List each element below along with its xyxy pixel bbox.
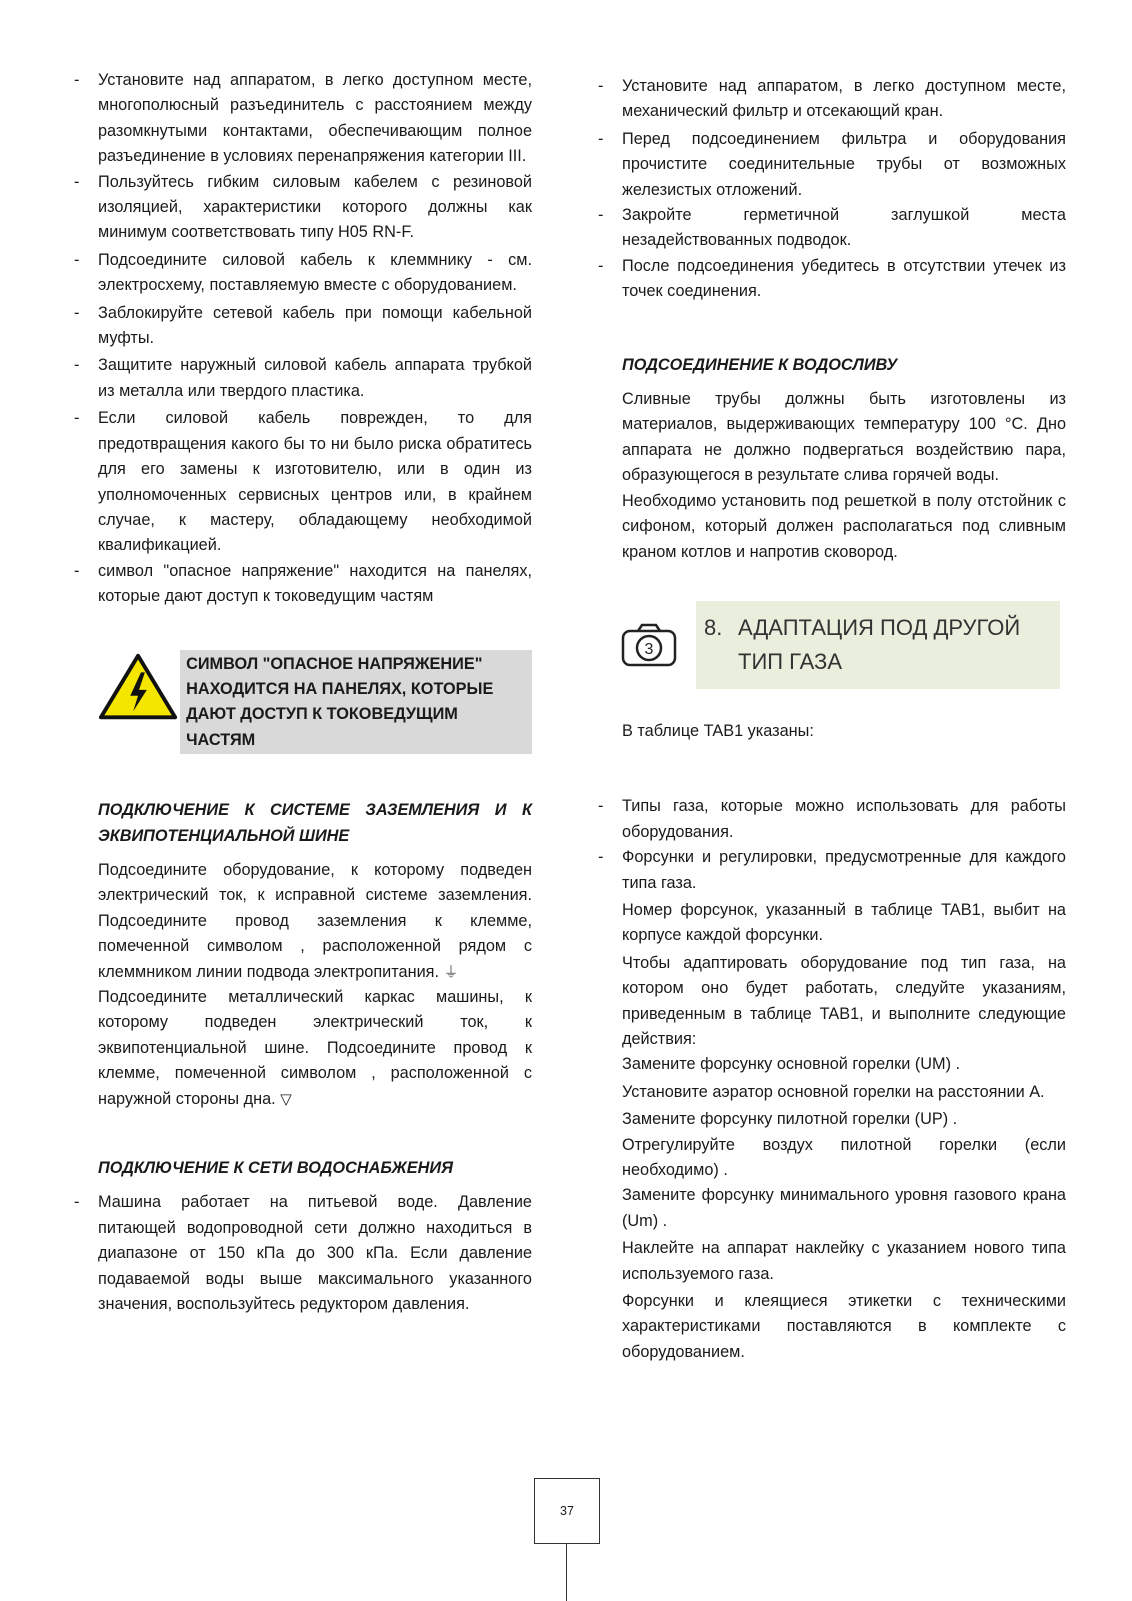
list-item: - Установите над аппаратом, в легко доступном месте, механический фильтр и отсекающий кран. [598,77,1066,121]
ground-symbol-icon: ⏚ [443,963,459,981]
right-column [598,68,1066,1365]
list-item: - Форсунки и регулировки, предусмотренные для каждого типа газа. [598,848,1066,892]
list-item: - Если силовой кабель поврежден, то для предотвращения какого бы то ни было риска обратитесь для его замены к изготовителю, или в один из уполномоченных сервисных центров или, в крайнем случае, к мастеру, обладающему необходимой квалификацией. [74,409,532,555]
drain-paragraph-2: Необходимо установить под решеткой в полу отстойник с сифоном, который должен располагаться под сливным краном котлов и напротив сковород. [622,491,1066,561]
svg-text:3: 3 [644,640,654,658]
drain-paragraph-1: Сливные трубы должны быть изготовлены из материалов, выдерживающих температуру 100 °C. Дно аппарата не должно подвергаться воздействию пара, образующегося в результате слива горячей воды. [622,390,1066,485]
section-title-line-2: ТИП ГАЗА [738,648,843,674]
instruction-paragraph: Замените форсунку пилотной горелки (UP) . [622,1110,958,1129]
water-list [74,1190,532,1317]
warning-box [74,650,532,755]
list-item: - Заблокируйте сетевой кабель при помощи кабельной муфты. [74,303,532,348]
instruction-paragraph: Замените форсунку минимального уровня газового крана (Um) . [622,1186,1066,1230]
warning-text: СИМВОЛ "ОПАСНОЕ НАПРЯЖЕНИЕ" НАХОДИТСЯ НА ПАНЕЛЯХ, КОТОРЫЕ ДАЮТ ДОСТУП К ТОКОВЕДУЩИМ ЧАСТЯМ [180,650,532,755]
instruction-paragraph: Установите аэратор основной горелки на расстоянии А. [622,1082,1045,1101]
electrical-list [74,68,532,610]
gas-list [598,794,1066,896]
instruction-paragraph: Отрегулируйте воздух пилотной горелки (если необходимо) . [622,1135,1066,1179]
section-title-line-1: АДАПТАЦИЯ ПОД ДРУГОЙ [738,614,1021,640]
camera-3-icon [620,621,678,669]
list-item: - символ "опасное напряжение" находится на панелях, которые дают доступ к токоведущим частям [74,561,532,606]
instruction-paragraph: Замените форсунку основной горелки (UM) . [622,1055,961,1074]
table-intro: В таблице TAB1 указаны: [622,721,814,740]
list-item: - Перед подсоединением фильтра и оборудования прочистите соединительные трубы от возможных железистых отложений. [598,129,1066,199]
equipotential-symbol-icon: ▽ [280,1090,292,1108]
grounding-heading: ПОДКЛЮЧЕНИЕ К СИСТЕМЕ ЗАЗЕМЛЕНИЯ И К ЭКВИПОТЕНЦИАЛЬНОЙ ШИНЕ [98,801,532,845]
grounding-paragraph-1: Подсоедините оборудование, к которому подведен электрический ток, к исправной системе заземления. Подсоедините провод заземления к клемме, помеченной символом , расположенной рядом с клеммником линии подвода электропитания. ⏚ [98,860,532,981]
section-header [620,601,1066,689]
section-title-box [696,601,1060,689]
list-item: - После подсоединения убедитесь в отсутствии утечек из точек соединения. [598,256,1066,301]
page-number-line [566,1544,567,1601]
list-item: - Защитите наружный силовой кабель аппарата трубкой из металла или твердого пластика. [74,356,532,400]
page-number: 37 [534,1478,600,1544]
grounding-paragraph-2: Подсоедините металлический каркас машины, к которому подведен электрический ток, к эквипотенциальной шине. Подсоедините провод к клемме, помеченной символом , расположенной с наружной стороны дна. ▽ [98,988,532,1108]
instruction-paragraph: Чтобы адаптировать оборудование под тип газа, на котором оно будет работать, следуйте указаниям, приведенным в таблице TAB1, и выполните следующие действия: [622,953,1066,1048]
list-item: - Подсоедините силовой кабель к клеммнику - см. электросхему, поставляемую вместе с оборудованием. [74,250,532,295]
drain-heading: ПОДСОЕДИНЕНИЕ К ВОДОСЛИВУ [622,355,898,374]
instruction-paragraph: Номер форсунок, указанный в таблице TAB1, выбит на корпусе каждой форсунки. [622,900,1066,945]
left-column [74,68,532,1317]
list-item: - Закройте герметичной заглушкой места незадействованных подводок. [598,206,1066,250]
instruction-paragraph: Наклейте на аппарат наклейку с указанием нового типа используемого газа. [622,1239,1066,1283]
list-item: - Установите над аппаратом, в легко доступном месте, многополюсный разъединитель с расстоянием между разомкнутыми контактами, обеспечивающим полное разъединение в условиях перенапряжения категории III. [74,71,532,166]
instruction-paragraph: Форсунки и клеящиеся этикетки с техническими характеристиками поставляются в комплекте с оборудованием. [622,1292,1066,1361]
section-number: 8. [704,614,723,640]
filter-list [598,74,1066,305]
water-heading: ПОДКЛЮЧЕНИЕ К СЕТИ ВОДОСНАБЖЕНИЯ [98,1159,453,1178]
list-item: - Машина работает на питьевой воде. Давление питающей водопроводной сети должно находиться в диапазоне от 150 кПа до 300 кПа. Если давление подаваемой воды выше максимального указанного значения, воспользуйтесь редуктором давления. [74,1193,532,1314]
list-item: - Пользуйтесь гибким силовым кабелем с резиновой изоляцией, характеристики которого должны как минимум соответствовать типу H05 RN-F. [74,172,532,242]
warning-high-voltage-icon [98,652,178,722]
list-item: - Типы газа, которые можно использовать для работы оборудования. [598,797,1066,841]
